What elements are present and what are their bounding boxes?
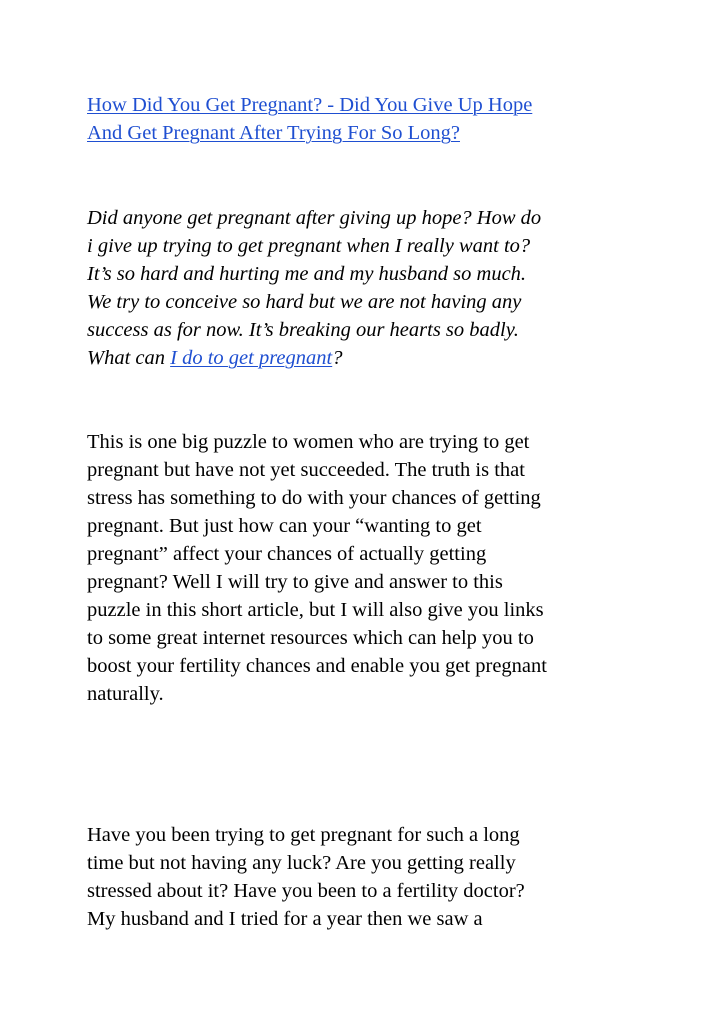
question-line-5: success as for now. It’s breaking our hearts so badly. [87,319,519,341]
title-link-line-1[interactable]: How Did You Get Pregnant? - Did You Give Up Hope [87,94,533,116]
paragraph1-line-2: pregnant but have not yet succeeded. The truth is that [87,459,525,481]
paragraph1-line-1: This is one big puzzle to women who are trying to get [87,431,530,453]
title-link-line-2[interactable]: And Get Pregnant After Trying For So Long? [87,122,460,144]
paragraph2-line-4: My husband and I tried for a year then we saw a [87,908,483,930]
question-line-2: i give up trying to get pregnant when I really want to? [87,235,531,257]
paragraph1-line-5: pregnant” affect your chances of actually getting [87,543,487,565]
paragraph1-line-6: pregnant? Well I will try to give and answer to this [87,571,503,593]
question-last-prefix: What can [87,347,171,369]
paragraph1-line-10: naturally. [87,683,164,705]
paragraph2-line-2: time but not having any luck? Are you getting really [87,852,516,874]
question-last-suffix: ? [332,347,343,369]
question-line-3: It’s so hard and hurting me and my husband so much. [87,263,527,285]
paragraph1-line-7: puzzle in this short article, but I will also give you links [87,599,544,621]
paragraph1-line-9: boost your fertility chances and enable you get pregnant [87,655,547,677]
get-pregnant-link[interactable]: I do to get pregnant [170,347,333,369]
question-line-1: Did anyone get pregnant after giving up hope? How do [87,207,542,229]
question-line-6 [87,344,342,372]
paragraph2-line-1: Have you been trying to get pregnant for such a long [87,824,520,846]
paragraph2-line-3: stressed about it? Have you been to a fertility doctor? [87,880,525,902]
paragraph1-line-4: pregnant. But just how can your “wanting to get [87,515,482,537]
question-line-4: We try to conceive so hard but we are not having any [87,291,522,313]
paragraph1-line-3: stress has something to do with your chances of getting [87,487,541,509]
paragraph1-line-8: to some great internet resources which can help you to [87,627,534,649]
